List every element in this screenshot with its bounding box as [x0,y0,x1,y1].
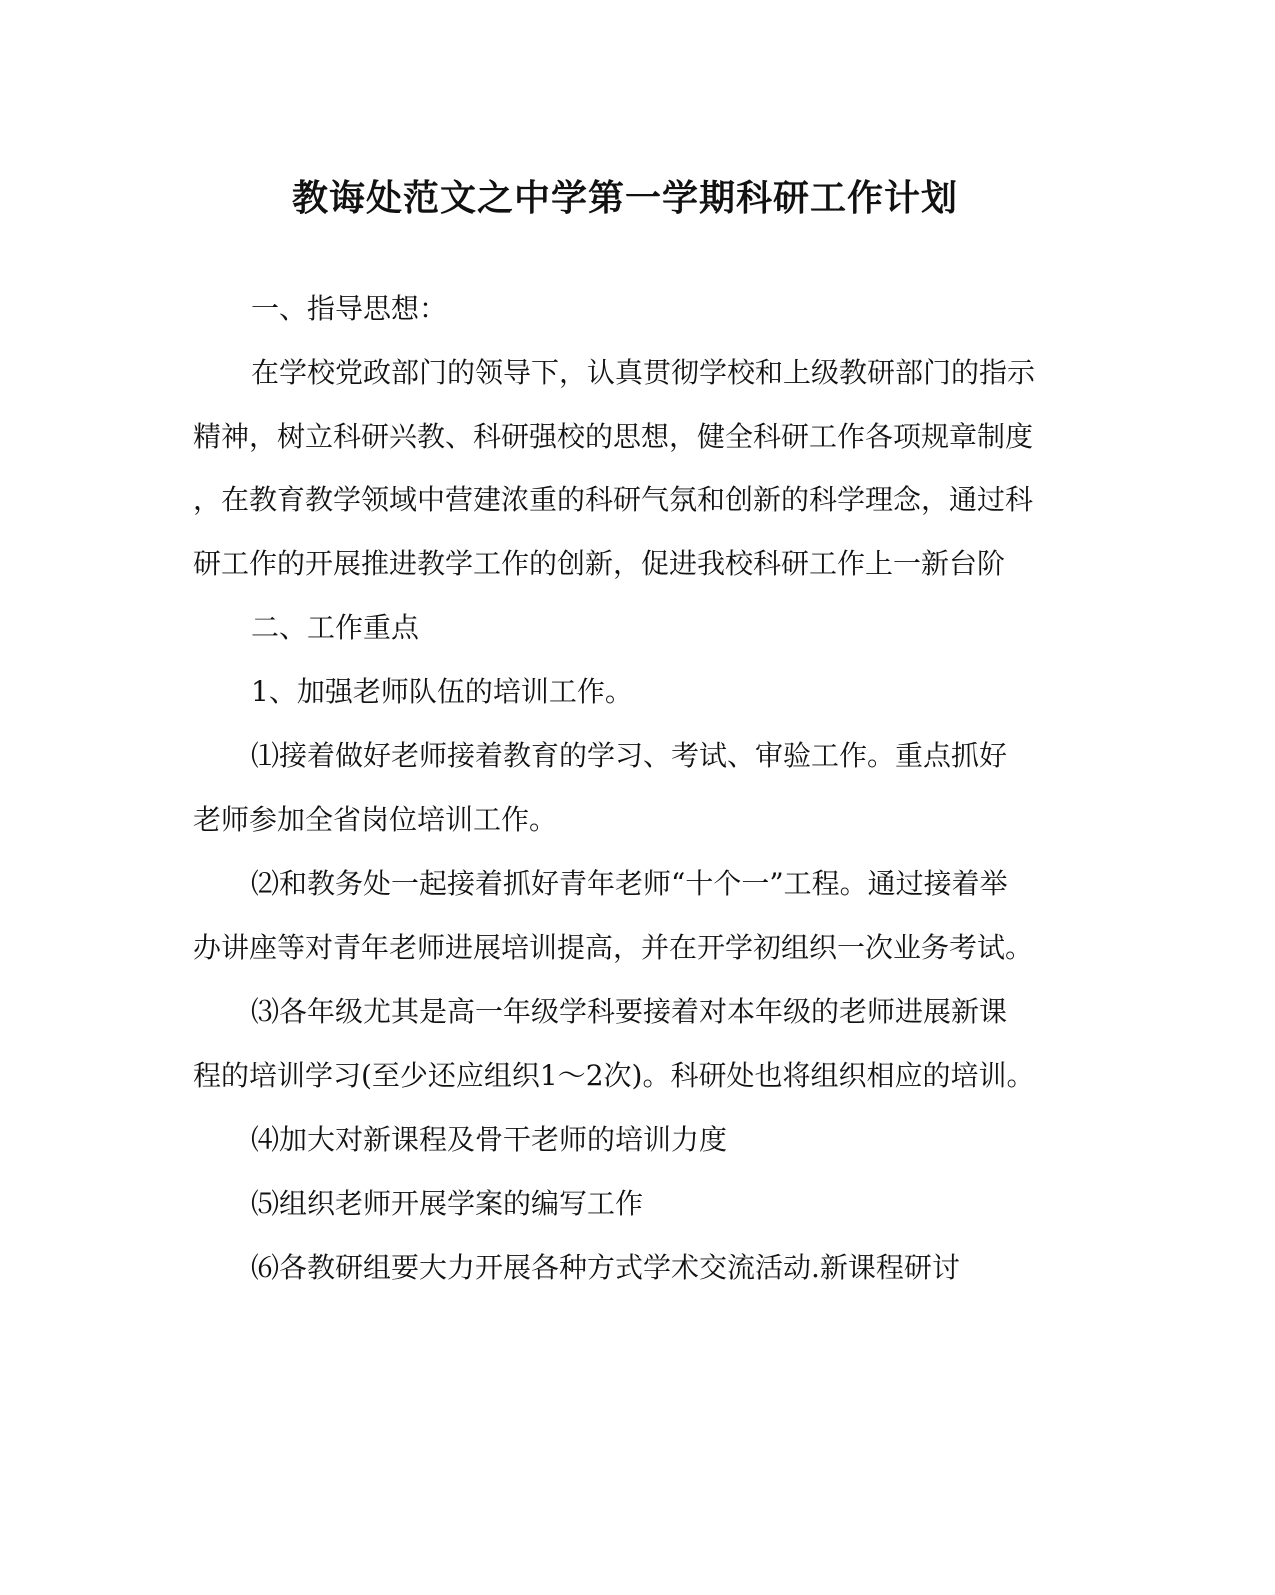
page-title: 教诲处范文之中学第一学期科研工作计划 [291,177,958,219]
list-item: ⑴接着做好老师接着教育的学习、考试、审验工作。重点抓好 [251,739,1008,772]
paragraph-line: 精神，树立科研兴教、科研强校的思想，健全科研工作各项规章制度 [193,420,1034,453]
list-item-continuation: 老师参加全省岗位培训工作。 [193,803,558,836]
list-item: ⑷加大对新课程及骨干老师的培训力度 [251,1123,728,1156]
list-item-continuation: 程的培训学习(至少还应组织1～2次)。科研处也将组织相应的培训。 [193,1059,1035,1092]
list-item: ⑶各年级尤其是高一年级学科要接着对本年级的老师进展新课 [251,995,1008,1028]
list-item: ⑸组织老师开展学案的编写工作 [251,1187,644,1220]
list-item-heading: 1、加强老师队伍的培训工作。 [251,675,633,708]
list-item-continuation: 办讲座等对青年老师进展培训提高，并在开学初组织一次业务考试。 [193,931,1034,964]
paragraph-line: ，在教育教学领域中营建浓重的科研气氛和创新的科学理念，通过科 [193,483,1034,516]
section-heading-guiding-ideology: 一、指导思想： [251,292,448,325]
paragraph-line: 研工作的开展推进教学工作的创新，促进我校科研工作上一新台阶 [193,547,1006,580]
list-item: ⑵和教务处一起接着抓好青年老师“十个一”工程。通过接着举 [251,867,1008,900]
paragraph-line: 在学校党政部门的领导下，认真贯彻学校和上级教研部门的指示 [251,356,1036,389]
section-heading-work-focus: 二、工作重点 [251,611,420,644]
list-item: ⑹各教研组要大力开展各种方式学术交流活动.新课程研讨 [251,1251,960,1284]
